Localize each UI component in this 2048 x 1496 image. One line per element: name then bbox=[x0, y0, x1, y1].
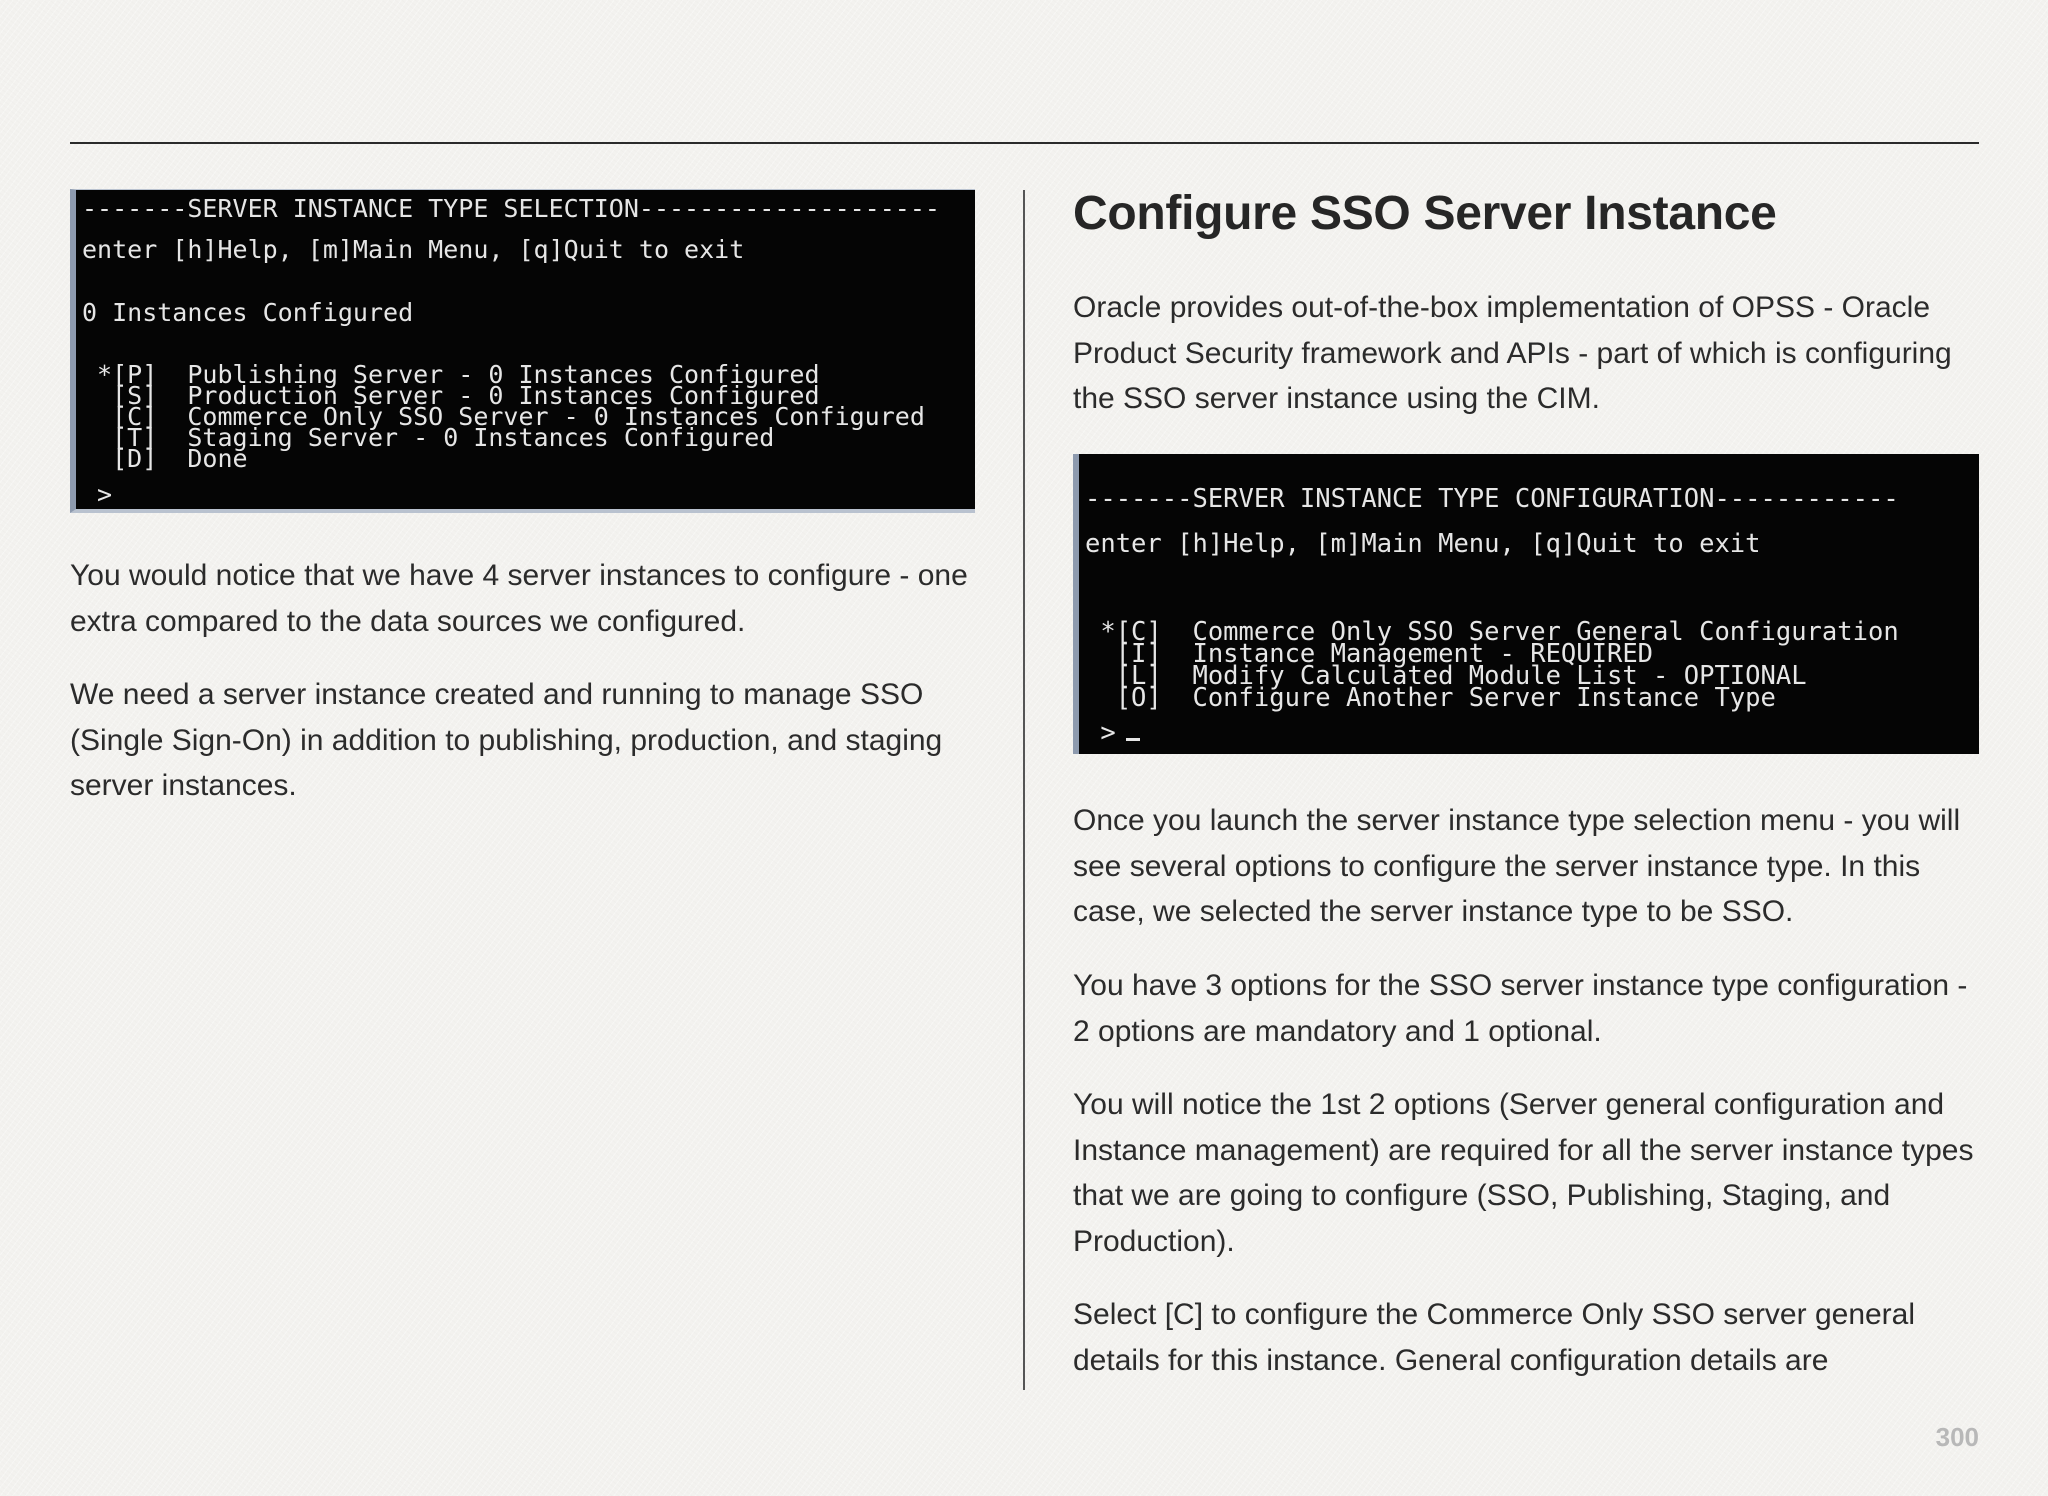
section-heading: Configure SSO Server Instance bbox=[1073, 187, 1777, 240]
intro-paragraph: Oracle provides out-of-the-box implementation of OPSS - Oracle Product Security framework and APIs - part of which is configuring the SSO server instance using the CIM. bbox=[1073, 291, 1952, 415]
terminal-line: enter [h]Help, [m]Main Menu, [q]Quit to exit bbox=[82, 235, 745, 264]
terminal-prompt bbox=[1085, 718, 1140, 748]
body-paragraph: We need a server instance created and running to manage SSO (Single Sign-On) in addition to publishing, production, and staging server instances. bbox=[70, 678, 943, 802]
terminal-line: *[P] Publishing Server - 0 Instances Configured bbox=[82, 360, 820, 389]
terminal-prompt: > bbox=[82, 480, 113, 509]
prompt-symbol: > bbox=[1085, 718, 1116, 748]
cursor-icon bbox=[1126, 738, 1140, 741]
body-paragraph: Once you launch the server instance type selection menu - you will see several options to configure the server instance type. In this case, we selected the server instance type to be SSO. bbox=[1073, 804, 1961, 928]
terminal-line: -------SERVER INSTANCE TYPE CONFIGURATION------------ bbox=[1085, 484, 1899, 514]
body-paragraph: Select [C] to configure the Commerce Only SSO server general details for this instance. General configuration details are bbox=[1073, 1298, 1916, 1377]
server-instance-selection-terminal bbox=[70, 189, 975, 513]
column-divider bbox=[1023, 190, 1025, 1390]
terminal-line: [O] Configure Another Server Instance Type bbox=[1085, 683, 1776, 713]
terminal-line: enter [h]Help, [m]Main Menu, [q]Quit to exit bbox=[1085, 529, 1761, 559]
page-number: 300 bbox=[1935, 1422, 1979, 1452]
body-paragraph: You have 3 options for the SSO server instance type configuration - 2 options are mandatory and 1 optional. bbox=[1073, 969, 1968, 1048]
body-paragraph: You will notice the 1st 2 options (Server general configuration and Instance management) are required for all the server instance types that we are going to configure (SSO, Publishing, Staging, and Production). bbox=[1073, 1088, 1974, 1258]
terminal-line: [S] Production Server - 0 Instances Configured bbox=[82, 381, 820, 410]
terminal-line: [C] Commerce Only SSO Server - 0 Instances Configured bbox=[82, 402, 925, 431]
terminal-line: [T] Staging Server - 0 Instances Configured bbox=[82, 423, 775, 452]
terminal-line: -------SERVER INSTANCE TYPE SELECTION-------------------- bbox=[82, 194, 940, 223]
terminal-line: *[C] Commerce Only SSO Server General Configuration bbox=[1085, 617, 1899, 647]
terminal-line: 0 Instances Configured bbox=[82, 298, 414, 327]
terminal-line: [D] Done bbox=[82, 444, 248, 473]
header-rule bbox=[70, 142, 1979, 144]
terminal-line: [I] Instance Management - REQUIRED bbox=[1085, 639, 1654, 669]
terminal-line: [L] Modify Calculated Module List - OPTIONAL bbox=[1085, 661, 1807, 691]
body-paragraph: You would notice that we have 4 server instances to configure - one extra compared to the data sources we configured. bbox=[70, 559, 968, 638]
server-instance-configuration-terminal bbox=[1073, 454, 1979, 754]
